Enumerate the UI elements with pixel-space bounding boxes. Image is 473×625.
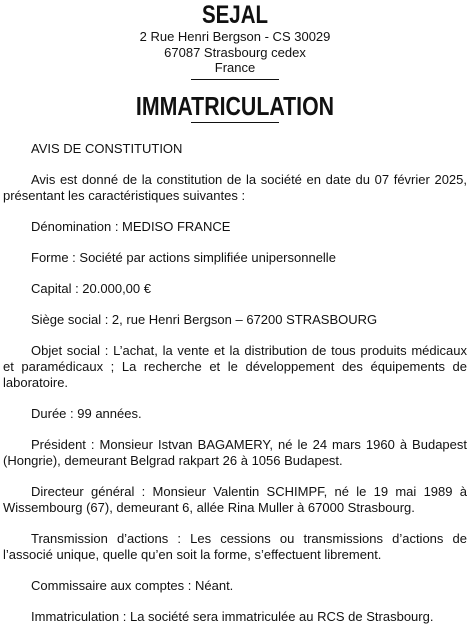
siege-line: Siège social : 2, rue Henri Bergson – 67200 STRASBOURG <box>31 311 378 327</box>
address-line-3: France <box>214 60 256 75</box>
commissaire-line: Commissaire aux comptes : Néant. <box>31 577 234 593</box>
intro-paragraph: Avis est donné de la constitution de la société en date du 07 février 2025, présentant les caractéristiques suivantes : <box>3 171 467 203</box>
president-paragraph: Président : Monsieur Istvan BAGAMERY, né le 24 mars 1960 à Budapest (Hongrie), demeurant Belgrad rakpart 26 à 1056 Budapest. <box>3 436 467 468</box>
notice-body <box>3 141 467 625</box>
duree-line: Durée : 99 années. <box>31 405 142 421</box>
header-divider <box>191 79 279 80</box>
denomination-line: Dénomination : MEDISO FRANCE <box>31 218 231 234</box>
address-line-1: 2 Rue Henri Bergson - CS 30029 <box>139 29 331 44</box>
notice-title: AVIS DE CONSTITUTION <box>31 140 183 156</box>
company-name: SEJAL <box>201 1 269 29</box>
forme-line: Forme : Société par actions simplifiée unipersonnelle <box>31 249 336 265</box>
directeur-paragraph: Directeur général : Monsieur Valentin SCHIMPF, né le 19 mai 1989 à Wissembourg (67), demeurant 6, allée Rina Muller à 67000 Strasbourg. <box>3 483 467 515</box>
legal-notice-page <box>0 1 473 624</box>
notice-header <box>3 1 467 123</box>
address-line-2: 67087 Strasbourg cedex <box>164 44 306 60</box>
banner-divider <box>191 122 279 123</box>
capital-line: Capital : 20.000,00 € <box>31 280 151 296</box>
section-banner: IMMATRICULATION <box>135 90 335 121</box>
transmission-paragraph: Transmission d’actions : Les cessions ou transmissions d’actions de l’associé unique, quelle qu’en soit la forme, s’effectuent librement. <box>3 530 467 562</box>
immatriculation-line: Immatriculation : La société sera immatriculée au RCS de Strasbourg. <box>31 608 434 624</box>
objet-paragraph: Objet social : L’achat, la vente et la distribution de tous produits médicaux et paramédicaux ; La recherche et le développement des équipements de laboratoire. <box>3 342 467 390</box>
